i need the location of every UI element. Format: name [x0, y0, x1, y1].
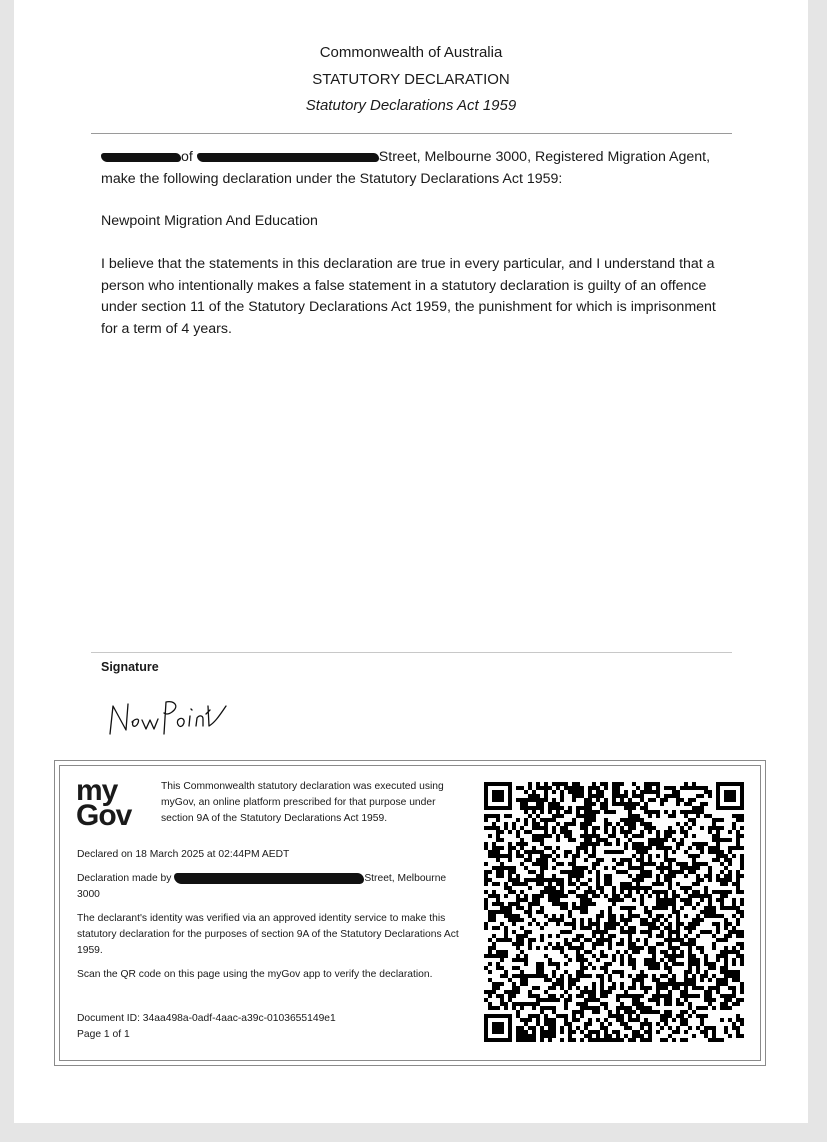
header-jurisdiction: Commonwealth of Australia: [319, 44, 503, 61]
intro-paragraph: [101, 147, 726, 190]
document-page: [14, 0, 808, 1123]
intro-address: Street, Melbourne 3000, Registered Migration Agent,: [378, 149, 711, 165]
declaration-made-by: Declaration made by Street, Melbourne 3000: [77, 873, 447, 900]
qr-modules: [484, 782, 744, 1042]
identity-verified-text: The declarant's identity was verified via an approved identity service to make this statutory declaration for the purposes of section 9A of the Statutory Declarations Act 1959.: [77, 913, 459, 956]
redacted-declarant: [174, 873, 364, 884]
document-header: [14, 40, 808, 120]
qr-finder-pattern: [718, 784, 742, 808]
declared-on: Declared on 18 March 2025 at 02:44PM AEDT: [77, 849, 290, 860]
header-title: STATUTORY DECLARATION: [312, 70, 510, 88]
redacted-name: [101, 153, 181, 162]
intro-of: of: [181, 149, 193, 165]
document-id: Document ID: 34aa498a-0adf-4aac-a39c-0103655149e1: [77, 1013, 336, 1024]
qr-code: [484, 782, 744, 1047]
signature-divider: [91, 652, 732, 653]
scan-qr-text: Scan the QR code on this page using the myGov app to verify the declaration.: [77, 969, 433, 980]
mygov-logo: my Gov: [76, 774, 132, 832]
qr-finder-pattern: [486, 784, 510, 808]
intro-line2: make the following declaration under the Statutory Declarations Act 1959:: [101, 170, 563, 187]
header-divider: [91, 133, 732, 134]
signature-label: Signature: [101, 660, 159, 674]
qr-finder-pattern: [486, 1016, 510, 1040]
redacted-address: [197, 153, 379, 162]
declaration-text: Newpoint Migration And Education: [101, 213, 318, 229]
mygov-executed-text: This Commonwealth statutory declaration was executed using myGov, an online platform prescribed for that purpose under section 9A of the Statutory Declarations Act 1959.: [161, 781, 444, 824]
page-number: Page 1 of 1: [77, 1029, 130, 1040]
header-act: Statutory Declarations Act 1959: [305, 97, 517, 114]
handwritten-signature: [106, 696, 234, 747]
belief-paragraph: I believe that the statements in this declaration are true in every particular, and I understand that a person who intentionally makes a false statement in a statutory declaration is guilty of an offence under section 11 of the Statutory Declarations Act 1959, the punishment for which is imprisonment for a term of 4 years.: [101, 256, 716, 337]
